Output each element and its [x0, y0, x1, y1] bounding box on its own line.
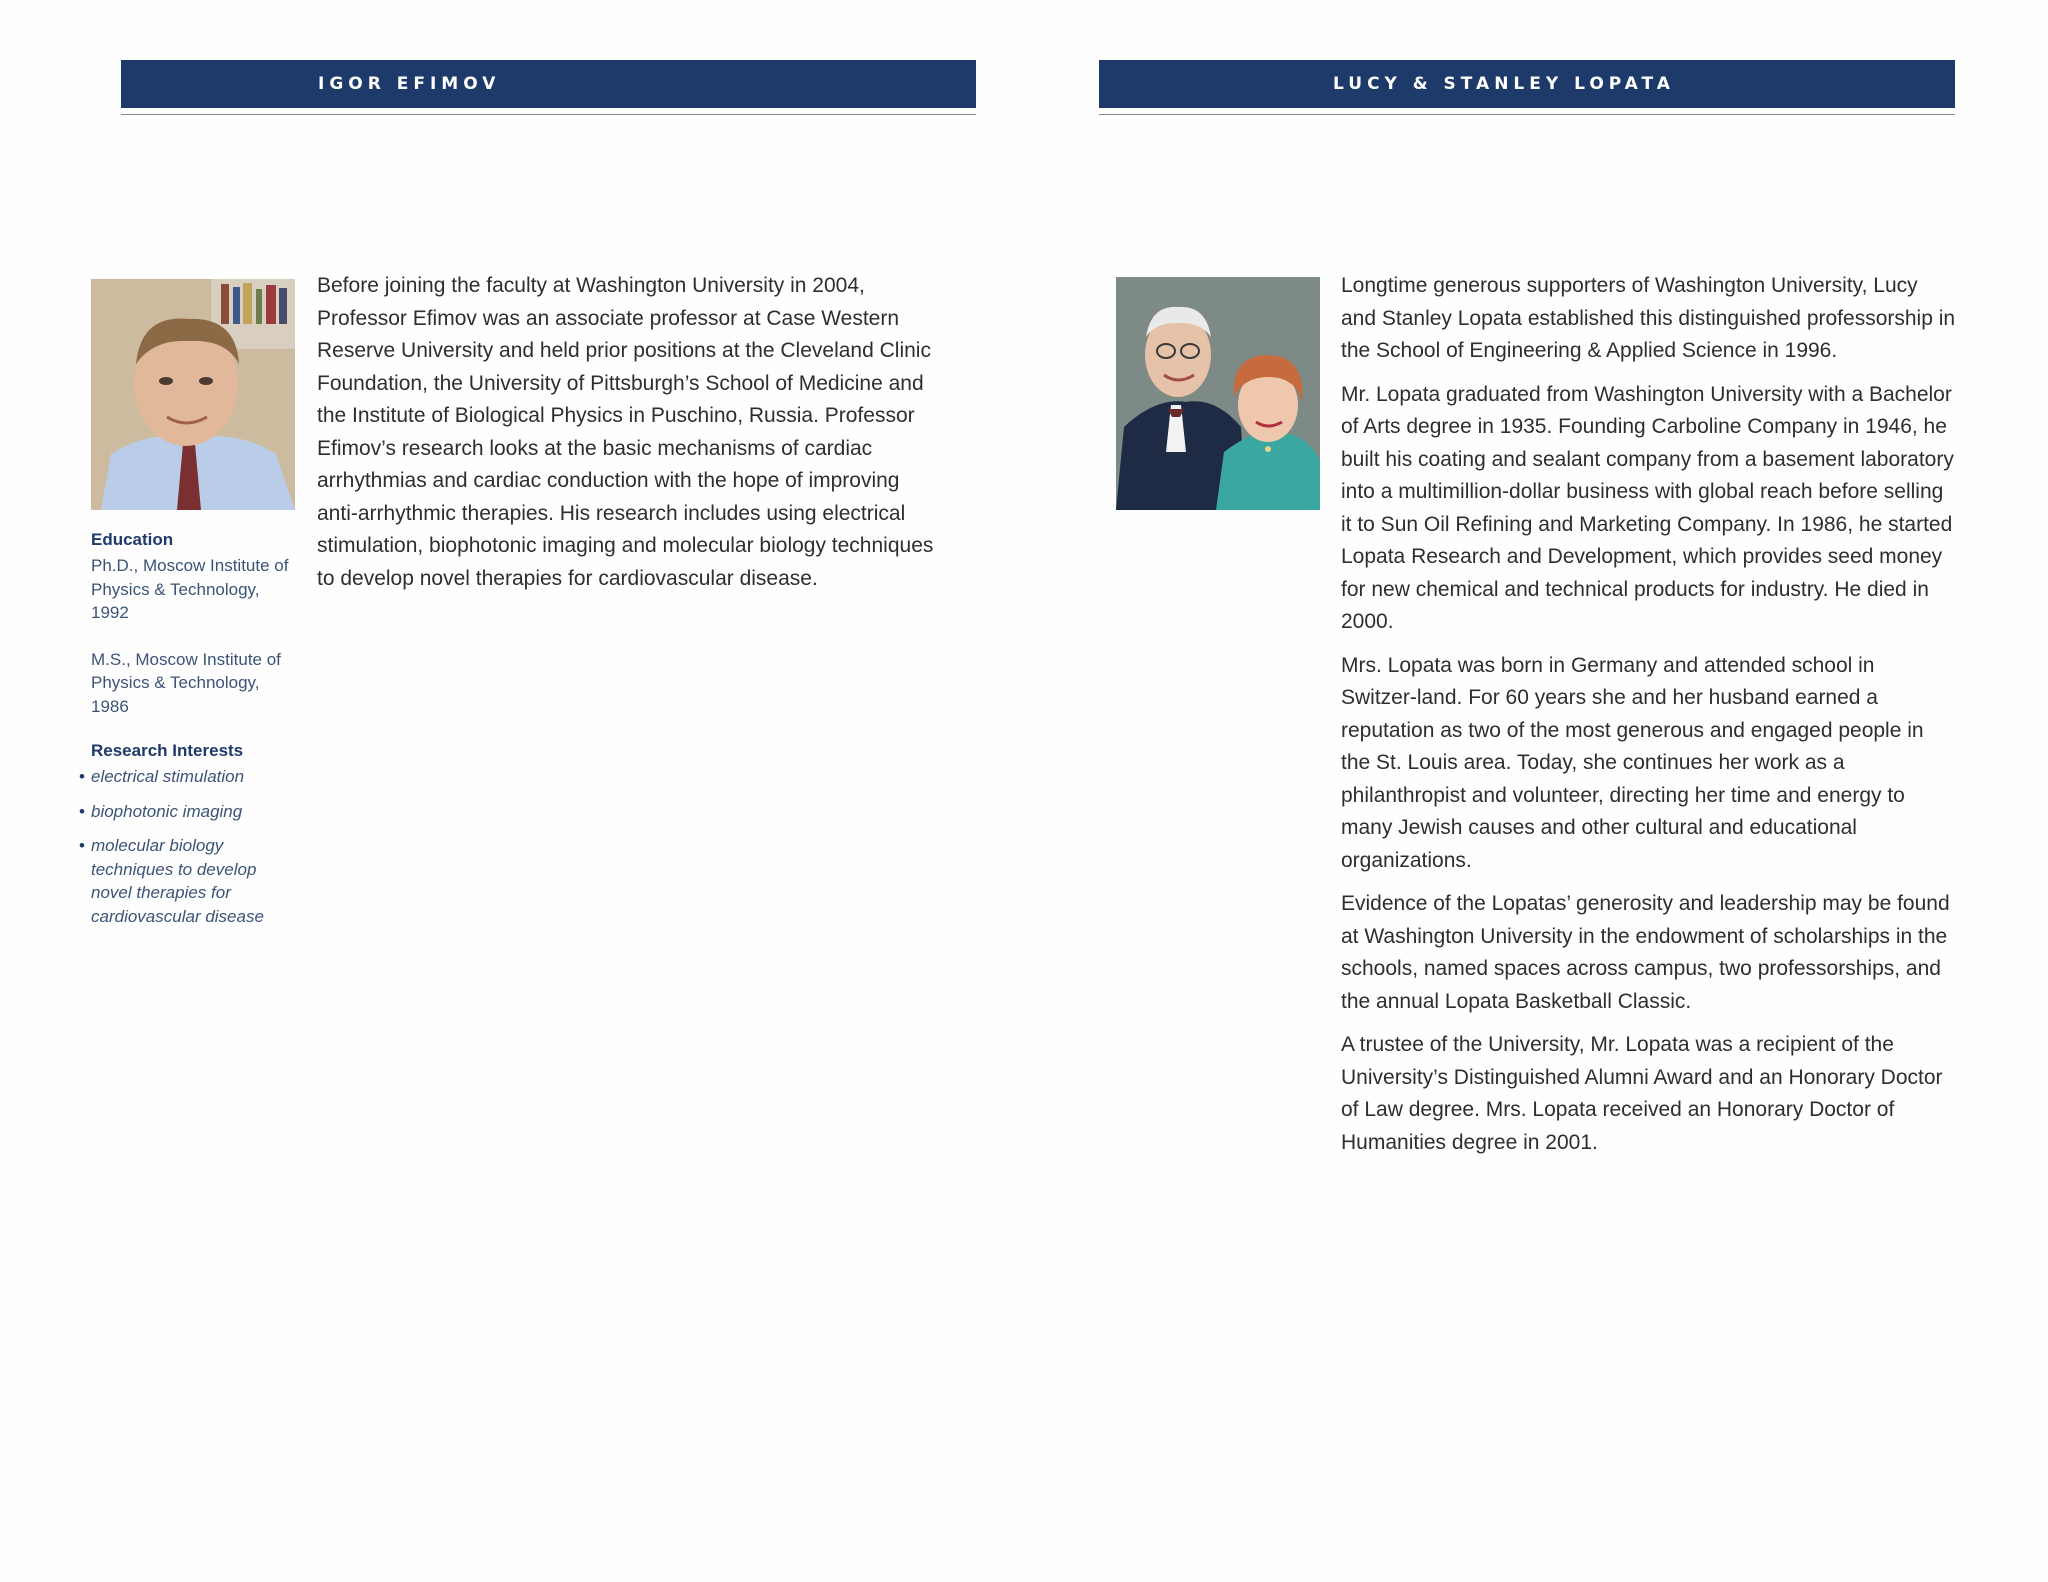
header-title-efimov: IGOR EFIMOV: [318, 74, 501, 94]
lopata-paragraph-3: Mrs. Lopata was born in Germany and attended school in Switzer-land. For 60 years she and her husband earned a reputation as two of the most generous and engaged people in the St. Louis area. Today, she continues her work as a philanthropist and volunteer, directing her time and energy to many Jewish causes and other cultural and educational organizations.: [1341, 653, 1924, 872]
education-entry-ms: M.S., Moscow Institute of Physics & Technology, 1986: [91, 649, 281, 716]
lopata-couple-photo: [1116, 277, 1320, 510]
research-interests-list: [79, 765, 301, 928]
header-rule-right: [1099, 114, 1955, 115]
lopata-paragraph-2: Mr. Lopata graduated from Washington University with a Bachelor of Arts degree in 1935. Founding Carboline Company in 1946, he built his coating and sealant company from a basement laboratory into a multimillion-dollar business with global reach before selling it to Sun Oil Refining and Marketing Company. In 1986, he started Lopata Research and Development, which provides seed money for new chemical and technical products for industry. He died in 2000.: [1341, 382, 1954, 633]
header-title-lopata: LUCY & STANLEY LOPATA: [1333, 74, 1675, 94]
lopata-couple-illustration: [1116, 277, 1320, 510]
efimov-bio-paragraph: Before joining the faculty at Washington University in 2004, Professor Efimov was an associate professor at Case Western Reserve University and held prior positions at the Cleveland Clinic Foundation, the University of Pittsburgh’s School of Medicine and the Institute of Biological Physics in Puschino, Russia. Professor Efimov’s research looks at the basic mechanisms of cardiac arrhythmias and cardiac conduction with the hope of improving anti-arrhythmic therapies. His research includes using electrical stimulation, biophotonic imaging and molecular biology techniques to develop novel therapies for cardiovascular disease.: [317, 274, 934, 590]
header-banner-lopata: [1099, 60, 1955, 108]
education-entry-phd: Ph.D., Moscow Institute of Physics & Technology, 1992: [91, 556, 289, 622]
efimov-portrait-photo: [91, 279, 295, 510]
bullet-icon: •: [79, 767, 85, 786]
header-rule-left: [121, 114, 976, 115]
lopata-paragraph-4: Evidence of the Lopatas’ generosity and leadership may be found at Washington University in the endowment of scholarships in the schools, named spaces across campus, two professorships, and the annual Lopata Basketball Classic.: [1341, 892, 1950, 1013]
lopata-paragraph-1: Longtime generous supporters of Washington University, Lucy and Stanley Lopata established this distinguished professorship in the School of Engineering & Applied Science in 1996.: [1341, 274, 1956, 362]
lopata-bio: [1341, 270, 1956, 1170]
lopata-paragraph-5: A trustee of the University, Mr. Lopata was a recipient of the University’s Distinguished Alumni Award and an Honorary Doctor of Law degree. Mrs. Lopata received an Honorary Doctor of Humanities degree in 2001.: [1341, 1033, 1943, 1154]
efimov-sidebar: [79, 530, 301, 939]
bullet-icon: •: [79, 801, 85, 821]
research-interest-text: electrical stimulation: [91, 767, 245, 786]
research-interest-text: molecular biology techniques to develop novel therapies for cardiovascular disease: [91, 836, 264, 926]
research-interest-item: [79, 834, 301, 928]
research-interest-item: [79, 800, 301, 824]
efimov-bio: [317, 270, 937, 606]
education-heading: Education: [91, 530, 174, 549]
header-banner-efimov: [121, 60, 976, 108]
bullet-icon: •: [79, 836, 85, 855]
research-interest-item: [79, 765, 301, 789]
research-interest-text: biophotonic imaging: [91, 801, 243, 821]
efimov-portrait-illustration: [91, 279, 295, 510]
research-interests-heading: Research Interests: [91, 741, 244, 760]
